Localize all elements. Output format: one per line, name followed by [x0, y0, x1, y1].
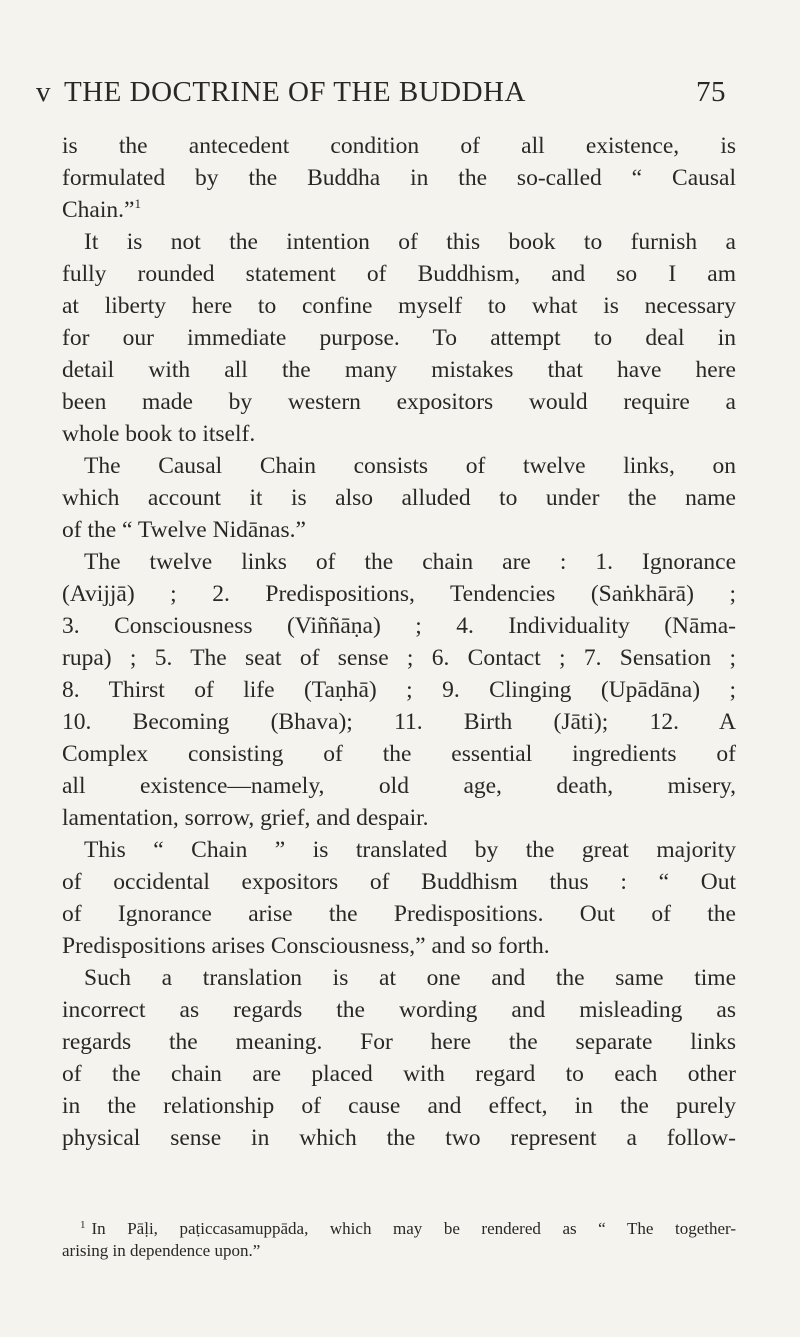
page-number: 75: [696, 76, 726, 108]
text-line: of the chain are placed with regard to each other: [62, 1061, 736, 1087]
running-header: [36, 76, 726, 116]
footnote-line: [62, 1218, 736, 1240]
text-line: of occidental expositors of Buddhism thus : “ Out: [62, 869, 736, 895]
text-line: is the antecedent condition of all existence, is: [62, 133, 736, 159]
text-line: for our immediate purpose. To attempt to deal in: [62, 325, 736, 351]
text-line: Complex consisting of the essential ingredients of: [62, 741, 736, 767]
text-line: Such a translation is at one and the same time: [84, 965, 736, 991]
text-line: physical sense in which the two represent a follow-: [62, 1125, 736, 1151]
text-line: The twelve links of the chain are : 1. Ignorance: [84, 549, 736, 575]
text-line: all existence—namely, old age, death, misery,: [62, 773, 736, 799]
text-line: been made by western expositors would require a: [62, 389, 736, 415]
text-line: of Ignorance arise the Predispositions. Out of the: [62, 901, 736, 927]
text-line: 10. Becoming (Bhava); 11. Birth (Jāti); 12. A: [62, 709, 736, 735]
text-line: which account it is also alluded to under the name: [62, 485, 736, 511]
text-line-with-note: [62, 194, 736, 226]
text-line: 3. Consciousness (Viññāṇa) ; 4. Individuality (Nāma-: [62, 613, 736, 639]
text-line: whole book to itself.: [62, 421, 256, 447]
running-title: THE DOCTRINE OF THE BUDDHA: [64, 76, 526, 108]
text-line: at liberty here to confine myself to what is necessary: [62, 293, 736, 319]
text-line: formulated by the Buddha in the so-called “ Causal: [62, 165, 736, 191]
footnote-marker: 1: [80, 1219, 86, 1231]
footnote-line: arising in dependence upon.”: [62, 1241, 261, 1260]
text-line: incorrect as regards the wording and misleading as: [62, 997, 736, 1023]
text-line: lamentation, sorrow, grief, and despair.: [62, 805, 429, 831]
text-line: This “ Chain ” is translated by the great majority: [84, 837, 736, 863]
text-line: detail with all the many mistakes that have here: [62, 357, 736, 383]
footnote-text: In Pāḷi, paṭiccasamuppāda, which may be rendered as “ The together-: [91, 1219, 736, 1238]
footnote: [62, 1218, 736, 1262]
text-line: The Causal Chain consists of twelve links, on: [84, 453, 736, 479]
text-line: 8. Thirst of life (Taṇhā) ; 9. Clinging (Upādāna) ;: [62, 677, 736, 703]
main-text: [62, 130, 736, 1154]
chapter-number: v: [36, 76, 51, 108]
text-line: in the relationship of cause and effect, in the purely: [62, 1093, 736, 1119]
text-line: of the “ Twelve Nidānas.”: [62, 517, 306, 543]
text-line: regards the meaning. For here the separate links: [62, 1029, 736, 1055]
text-line: Chain.”: [62, 197, 135, 223]
text-line: fully rounded statement of Buddhism, and so I am: [62, 261, 736, 287]
text-line: rupa) ; 5. The seat of sense ; 6. Contact ; 7. Sensation ;: [62, 645, 736, 671]
text-line: It is not the intention of this book to furnish a: [84, 229, 736, 255]
text-line: Predispositions arises Consciousness,” and so forth.: [62, 933, 550, 959]
footnote-reference: 1: [134, 196, 141, 211]
text-line: (Avijjā) ; 2. Predispositions, Tendencies (Saṅkhārā) ;: [62, 581, 736, 607]
